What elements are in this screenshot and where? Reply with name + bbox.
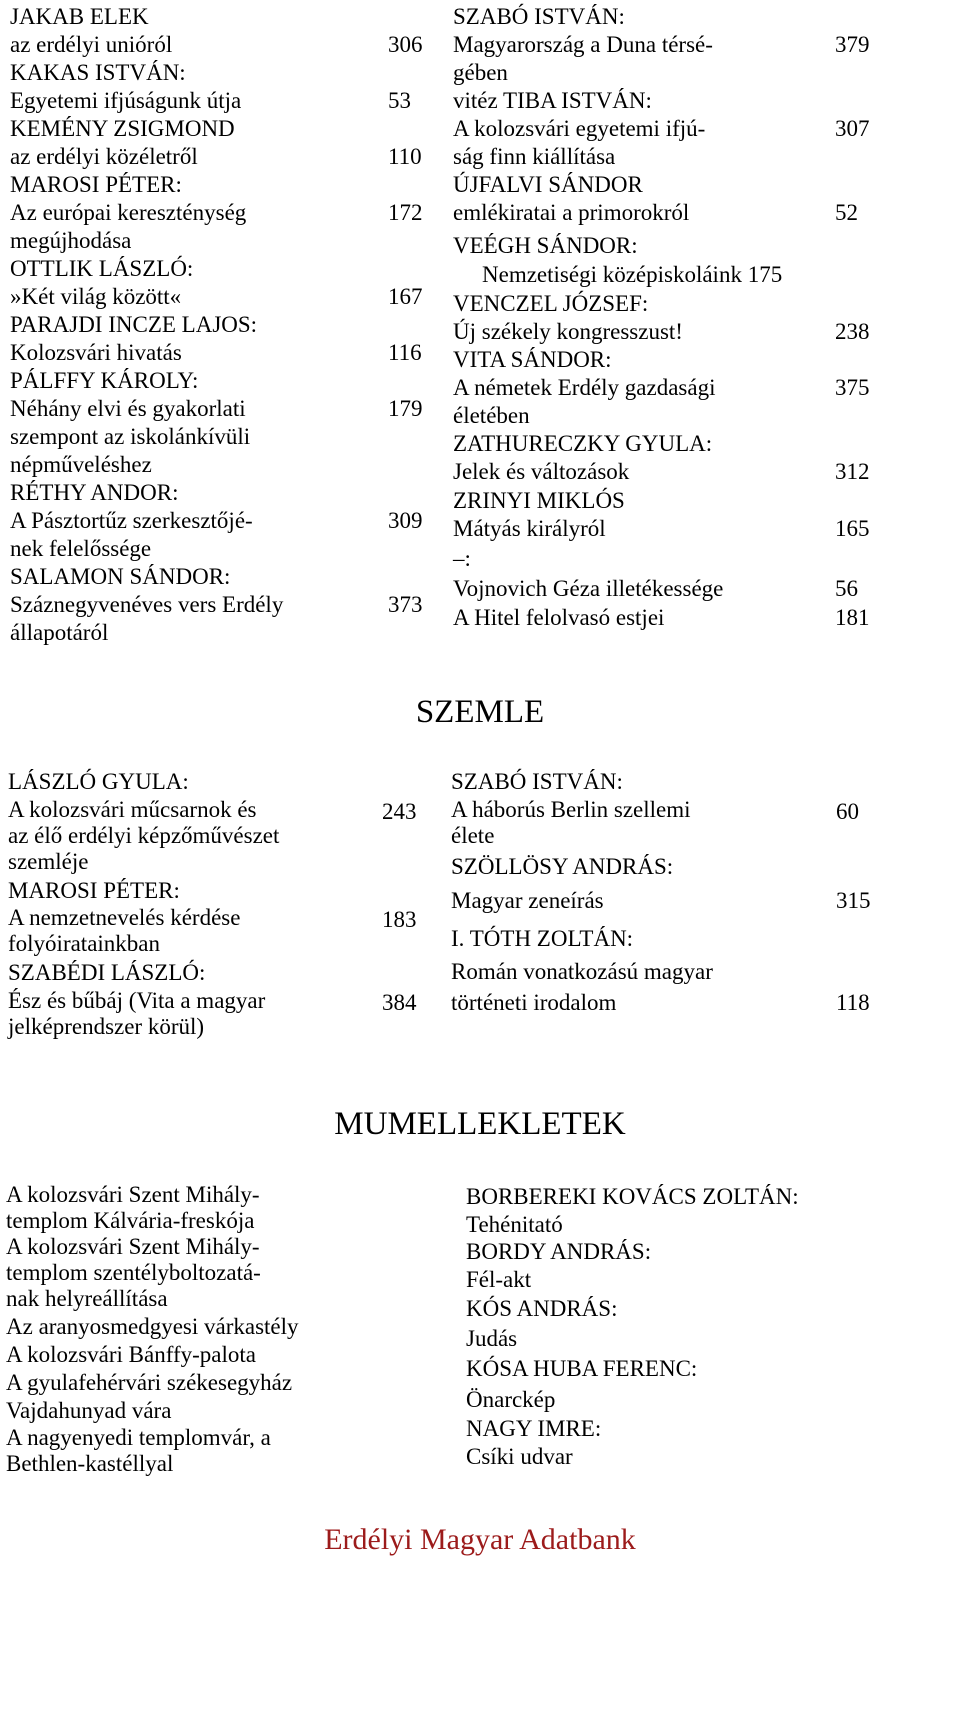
list-item: nak helyreállítása — [6, 1286, 168, 1311]
author-line: VENCZEL JÓZSEF: — [453, 291, 649, 316]
title-line: A kolozsvári egyetemi ifjú- — [453, 116, 706, 141]
title-line: megújhodása — [10, 228, 132, 253]
title-line: Egyetemi ifjúságunk útja — [10, 88, 242, 113]
author-line: LÁSZLÓ GYULA: — [8, 769, 189, 794]
page-number: 312 — [835, 459, 870, 484]
section-heading-mumellekletek: MUMELLEKLETEK — [334, 1106, 626, 1142]
page-number: 53 — [388, 88, 411, 113]
artwork-line: Önarckép — [466, 1387, 556, 1412]
artist-line: BORDY ANDRÁS: — [466, 1239, 652, 1264]
page-number: 375 — [835, 375, 870, 400]
author-line: MAROSI PÉTER: — [10, 172, 182, 197]
title-line: Mátyás királyról — [453, 516, 606, 541]
title-line: ság finn kiállítása — [453, 144, 616, 169]
author-line: KEMÉNY ZSIGMOND — [10, 116, 235, 141]
author-line: KAKAS ISTVÁN: — [10, 60, 186, 85]
list-item: A kolozsvári Szent Mihály- — [6, 1234, 260, 1259]
page-number: 110 — [388, 144, 422, 169]
author-line: ÚJFALVI SÁNDOR — [453, 172, 643, 197]
title-line: A németek Erdély gazdasági — [453, 375, 716, 400]
title-line: A kolozsvári műcsarnok és — [8, 797, 257, 822]
list-item: A kolozsvári Bánffy-palota — [6, 1342, 256, 1367]
page-number: 118 — [836, 990, 870, 1015]
page-number: 181 — [835, 605, 870, 630]
artist-line: NAGY IMRE: — [466, 1416, 602, 1441]
list-item: Bethlen-kastéllyal — [6, 1451, 174, 1476]
page-number: 307 — [835, 116, 870, 141]
author-line: vitéz TIBA ISTVÁN: — [453, 88, 652, 113]
title-line: Új székely kongresszust! — [453, 319, 683, 344]
page-number: 167 — [388, 284, 423, 309]
title-line: Száznegyvenéves vers Erdély — [10, 592, 284, 617]
title-line: az erdélyi közéletről — [10, 144, 198, 169]
artwork-line: Fél-akt — [466, 1267, 532, 1292]
author-line: VITA SÁNDOR: — [453, 347, 612, 372]
author-line: SZABÉDI LÁSZLÓ: — [8, 960, 206, 985]
artwork-line: Judás — [466, 1326, 518, 1351]
page-number: 52 — [835, 200, 858, 225]
title-line: A Pásztortűz szerkesztőjé- — [10, 508, 253, 533]
author-line: MAROSI PÉTER: — [8, 878, 180, 903]
page-number: 183 — [382, 907, 417, 932]
title-line: állapotáról — [10, 620, 109, 645]
page-number: 60 — [836, 799, 859, 824]
title-line: életében — [453, 403, 530, 428]
page-number: 373 — [388, 592, 423, 617]
page-number: 165 — [835, 516, 870, 541]
artwork-line: Tehénitató — [466, 1212, 563, 1237]
artwork-line: Csíki udvar — [466, 1444, 573, 1469]
title-line: Vojnovich Géza illetékessége — [453, 576, 724, 601]
author-line: PARAJDI INCZE LAJOS: — [10, 312, 258, 337]
page-number: 379 — [835, 32, 870, 57]
title-line: Az európai kereszténység — [10, 200, 247, 225]
page-number: 116 — [388, 340, 422, 365]
artist-line: BORBEREKI KOVÁCS ZOLTÁN: — [466, 1184, 799, 1209]
list-item: templom Kálvária-freskója — [6, 1208, 255, 1233]
title-line: nek felelőssége — [10, 536, 152, 561]
title-line: Néhány elvi és gyakorlati — [10, 396, 246, 421]
title-line: Ész és bűbáj (Vita a magyar — [8, 988, 266, 1013]
title-line: Jelek és változások — [453, 459, 630, 484]
author-line: ZRINYI MIKLÓS — [453, 488, 625, 513]
page-number: 179 — [388, 396, 423, 421]
title-line: az erdélyi unióról — [10, 32, 173, 57]
author-line: SZÖLLÖSY ANDRÁS: — [451, 854, 674, 879]
list-item: A kolozsvári Szent Mihály- — [6, 1182, 260, 1207]
author-line: JAKAB ELEK — [10, 4, 149, 29]
page-number: 309 — [388, 508, 423, 533]
title-line: emlékiratai a primorokról — [453, 200, 690, 225]
author-line: SZABÓ ISTVÁN: — [453, 4, 625, 29]
page-number: 243 — [382, 799, 417, 824]
page-number: 56 — [835, 576, 858, 601]
author-line: SALAMON SÁNDOR: — [10, 564, 231, 589]
title-line: gében — [453, 60, 508, 85]
artist-line: KÓSA HUBA FERENC: — [466, 1356, 698, 1381]
page-number: 172 — [388, 200, 423, 225]
title-line: »Két világ között« — [10, 284, 182, 309]
section-heading-szemle: SZEMLE — [415, 694, 545, 730]
author-line: VEÉGH SÁNDOR: — [453, 233, 638, 258]
page-number: 238 — [835, 319, 870, 344]
title-line: népműveléshez — [10, 452, 152, 477]
title-line: A Hitel felolvasó estjei — [453, 605, 665, 630]
title-line: Magyar zeneírás — [451, 888, 604, 913]
title-line: A háborús Berlin szellemi — [451, 797, 691, 822]
artist-line: KÓS ANDRÁS: — [466, 1296, 618, 1321]
author-line: I. TÓTH ZOLTÁN: — [451, 926, 634, 951]
title-line: szemléje — [8, 849, 89, 874]
author-line: ZATHURECZKY GYULA: — [453, 431, 713, 456]
title-line: Nemzetiségi középiskoláink 175 — [482, 262, 783, 287]
title-line: A nemzetnevelés kérdése — [8, 905, 241, 930]
title-line: Magyarország a Duna térsé- — [453, 32, 713, 57]
page-number: 306 — [388, 32, 423, 57]
page-number: 315 — [836, 888, 871, 913]
title-line: folyóiratainkban — [8, 931, 161, 956]
author-line: OTTLIK LÁSZLÓ: — [10, 256, 194, 281]
title-line: élete — [451, 823, 495, 848]
list-item: A nagyenyedi templomvár, a — [6, 1425, 271, 1450]
title-line: Román vonatkozású magyar — [451, 959, 713, 984]
author-line: PÁLFFY KÁROLY: — [10, 368, 199, 393]
list-item: Vajdahunyad vára — [6, 1398, 172, 1423]
title-line: Kolozsvári hivatás — [10, 340, 182, 365]
author-line: SZABÓ ISTVÁN: — [451, 769, 623, 794]
list-item: templom szentélyboltozatá- — [6, 1260, 261, 1285]
list-item: A gyulafehérvári székesegyház — [6, 1370, 293, 1395]
title-line: jelképrendszer körül) — [8, 1014, 205, 1039]
list-item: Az aranyosmedgyesi várkastély — [6, 1314, 299, 1339]
footer-source-label: Erdélyi Magyar Adatbank — [324, 1523, 636, 1556]
page-number: 384 — [382, 990, 417, 1015]
title-line: szempont az iskolánkívüli — [10, 424, 251, 449]
title-line: az élő erdélyi képzőművészet — [8, 823, 280, 848]
title-line: történeti irodalom — [451, 990, 617, 1015]
author-line: –: — [453, 546, 471, 571]
author-line: RÉTHY ANDOR: — [10, 480, 179, 505]
